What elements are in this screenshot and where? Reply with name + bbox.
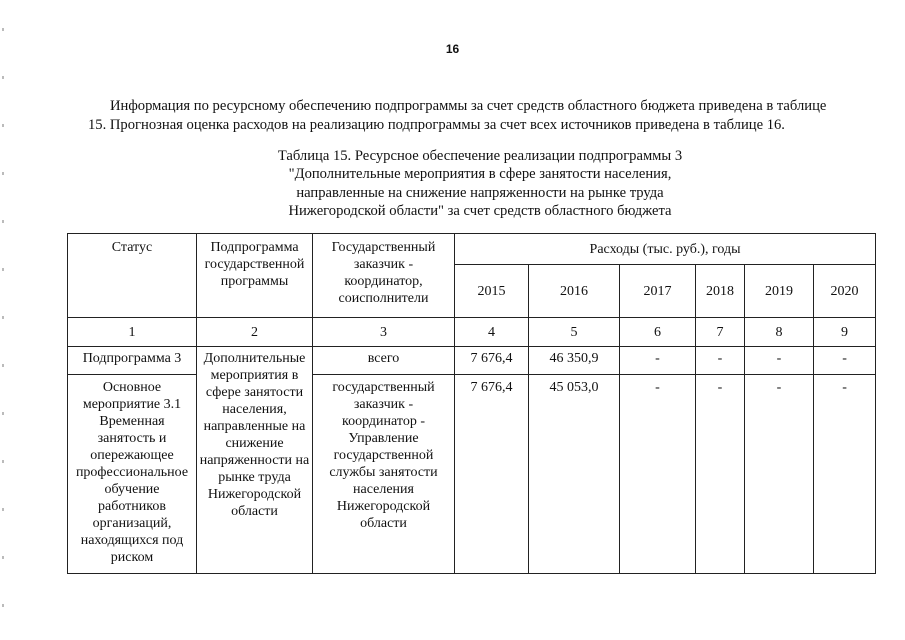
header-year: 2016: [529, 265, 620, 318]
header-status: Статус: [68, 234, 197, 318]
row-value: -: [814, 347, 876, 375]
column-number: 2: [197, 318, 313, 347]
column-number-row: [68, 318, 876, 347]
row-status: Основное мероприятие 3.1 Временная занятость и опережающее профессиональное обучение работников организаций, находящихся под риском: [68, 375, 197, 574]
column-number: 7: [696, 318, 745, 347]
intro-line-1: Информация по ресурсному обеспечению подпрограммы за счет средств областного бюджета приведена в таблице: [110, 98, 827, 114]
column-number: 5: [529, 318, 620, 347]
row-customer: всего: [313, 347, 455, 375]
header-year: 2015: [455, 265, 529, 318]
column-number: 6: [620, 318, 696, 347]
column-number: 9: [814, 318, 876, 347]
column-number: 8: [745, 318, 814, 347]
intro-paragraph: [88, 97, 858, 135]
caption-line-3: направленные на снижение напряженности на рынке труда: [296, 184, 664, 201]
row-value: -: [620, 347, 696, 375]
row-value: -: [620, 375, 696, 574]
row-status: Подпрограмма 3: [68, 347, 197, 375]
row-customer: государственный заказчик - координатор - Управление государственной службы занятости населения Нижегородской области: [313, 375, 455, 574]
row-value: 7 676,4: [455, 375, 529, 574]
row-value: -: [696, 375, 745, 574]
header-year: 2020: [814, 265, 876, 318]
header-customer: Государственный заказчик - координатор, соисполнители: [313, 234, 455, 318]
row-value: -: [814, 375, 876, 574]
caption-line-4: Нижегородской области" за счет средств областного бюджета: [288, 202, 672, 219]
row-value: 46 350,9: [529, 347, 620, 375]
row-value: -: [745, 375, 814, 574]
header-subprogram: Подпрограмма государственной программы: [197, 234, 313, 318]
page-number: 16: [445, 42, 460, 56]
column-number: 3: [313, 318, 455, 347]
caption-line-2: "Дополнительные мероприятия в сфере занятости населения,: [288, 166, 672, 183]
header-year: 2018: [696, 265, 745, 318]
budget-table: [67, 233, 876, 574]
table-row-main-activity: [68, 375, 876, 574]
row-value: -: [745, 347, 814, 375]
table-row-subprogram: [68, 347, 876, 375]
scan-edge-marks: [2, 0, 4, 640]
column-number: 4: [455, 318, 529, 347]
table-caption: [180, 147, 780, 220]
header-year: 2017: [620, 265, 696, 318]
row-subprogram-name: Дополнительные мероприятия в сфере занятости населения, направленные на снижение напряженности на рынке труда Нижегородской области: [197, 347, 313, 574]
header-year: 2019: [745, 265, 814, 318]
row-value: 45 053,0: [529, 375, 620, 574]
caption-line-1: Таблица 15. Ресурсное обеспечение реализации подпрограммы 3: [277, 148, 683, 164]
column-number: 1: [68, 318, 197, 347]
row-value: 7 676,4: [455, 347, 529, 375]
intro-line-2: 15. Прогнозная оценка расходов на реализацию подпрограммы за счет всех источников приведена в таблице 16.: [88, 117, 785, 133]
header-row-1: [68, 234, 876, 265]
row-value: -: [696, 347, 745, 375]
header-expenses: Расходы (тыс. руб.), годы: [455, 234, 876, 265]
